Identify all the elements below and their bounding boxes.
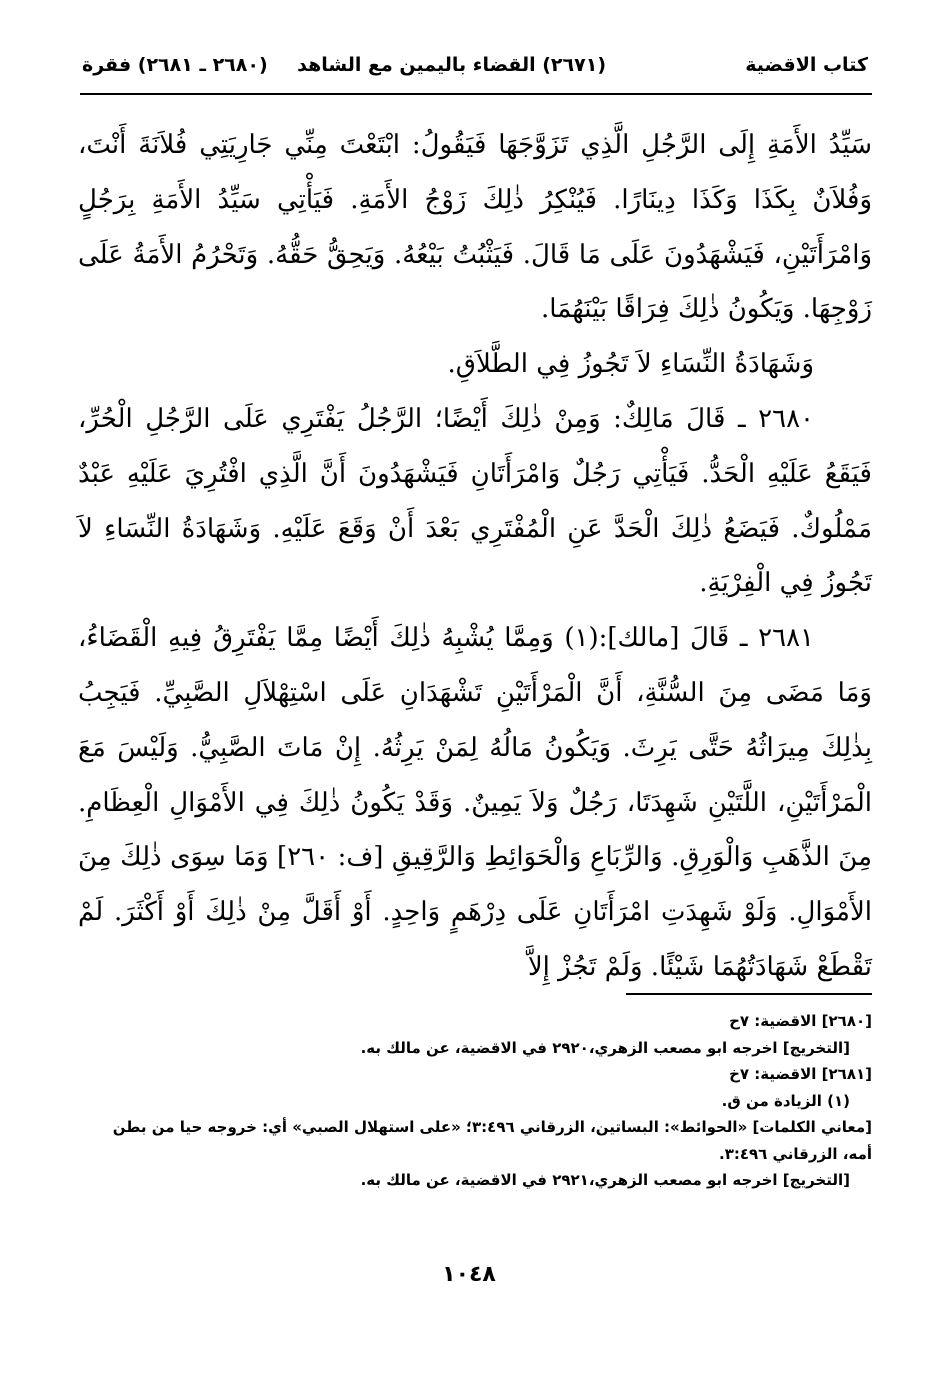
header-divider	[80, 93, 872, 95]
footnote-takhrij-2681: [التخريج] اخرجه ابو مصعب الزهري،٢٩٢١ في الاقضية، عن مالك به.	[360, 1171, 850, 1189]
footnote-word-meanings: [معاني الكلمات] «الحوائط»: البساتين، الزرقاني ٣:٤٩٦؛ «على استهلال الصبي» أي: خروجه حيا من بطن أمه، الزرقاني ٣:٤٩٦.	[112, 1118, 872, 1163]
section-title: (٢٦٧١) القضاء باليمين مع الشاهد	[297, 54, 606, 76]
footnote-ref-2681: [٢٦٨١] الاقضية: ٧خ	[729, 1065, 872, 1083]
main-text	[78, 118, 872, 995]
footnote-ref-2680: [٢٦٨٠] الاقضية: ٧ح	[729, 1012, 872, 1030]
paragraph-2680: ٢٦٨٠ ـ قَالَ مَالِكٌ: وَمِنْ ذٰلِكَ أَيْضًا؛ الرَّجُلُ يَفْتَرِي عَلَى الرَّجُلِ الْحُرِّ، فَيَقَعُ عَلَيْهِ الْحَدُّ. فَيَأْتِي رَجُلٌ وَامْرَأَتَانِ فَيَشْهَدُونَ أَنَّ الَّذِي افْتُرِيَ عَلَيْهِ عَبْدٌ مَمْلُوكٌ. فَيَضَعُ ذٰلِكَ الْحَدَّ عَنِ الْمُفْتَرِي بَعْدَ أَنْ وَقَعَ عَلَيْهِ. وَشَهَادَةُ النِّسَاءِ لاَ تَجُوزُ فِي الْفِرْيَةِ.	[78, 403, 872, 599]
paragraph-divorce-testimony: وَشَهَادَةُ النِّسَاءِ لاَ تَجُوزُ فِي الطَّلاَقِ.	[447, 349, 814, 380]
running-header	[82, 44, 868, 86]
footnote-addition: (١) الزيادة من ق.	[721, 1091, 850, 1110]
paragraph-continuation: سَيِّدُ الأَمَةِ إِلَى الرَّجُلِ الَّذِي تَزَوَّجَهَا فَيَقُولُ: ابْتَعْتَ مِنِّي جَارِيَتِي فُلاَنَةَ أَنْتَ، وَفُلاَنٌ بِكَذَا وَكَذَا دِينَارًا. فَيُنْكِرُ ذٰلِكَ زَوْجُ الأَمَةِ. فَيَأْتِي سَيِّدُ الأَمَةِ بِرَجُلٍ وَامْرَأَتَيْنِ، فَيَشْهَدُونَ عَلَى مَا قَالَ. فَيَثْبُتُ بَيْعُهُ. وَيَحِقُّ حَقُّهُ. وَتَحْرُمُ الأَمَةُ عَلَى زَوْجِهَا. وَيَكُونُ ذٰلِكَ فِرَاقًا بَيْنَهُمَا.	[78, 130, 872, 325]
footnote-takhrij-2680: [التخريج] اخرجه ابو مصعب الزهري،٢٩٢٠ في الاقضية، عن مالك به.	[360, 1038, 850, 1057]
paragraph-2681: ٢٦٨١ ـ قَالَ [مالك]:(١) وَمِمَّا يُشْبِهُ ذٰلِكَ أَيْضًا مِمَّا يَفْتَرِقُ فِيهِ الْقَضَاءُ، وَمَا مَضَى مِنَ السُّنَّةِ، أَنَّ الْمَرْأَتَيْنِ تَشْهَدَانِ عَلَى اسْتِهْلاَلِ الصَّبِيِّ. فَيَجِبُ بِذٰلِكَ مِيرَاثُهُ حَتَّى يَرِثَ. وَيَكُونُ مَالُهُ لِمَنْ يَرِثُهُ. إِنْ مَاتَ الصَّبِيُّ. وَلَيْسَ مَعَ الْمَرْأَتَيْنِ، اللَّتَيْنِ شَهِدَتَا، رَجُلٌ وَلاَ يَمِينٌ. وَقَدْ يَكُونُ ذٰلِكَ فِي الأَمْوَالِ الْعِظَامِ. مِنَ الذَّهَبِ وَالْوَرِقِ. وَالرِّبَاعِ وَالْحَوَائِطِ وَالرَّقِيقِ [ف: ٢٦٠] وَمَا سِوَى ذٰلِكَ مِنَ الأَمْوَالِ. وَلَوْ شَهِدَتِ امْرَأَتَانِ عَلَى دِرْهَمٍ وَاحِدٍ. أَوْ أَقَلَّ مِنْ ذٰلِكَ أَوْ أَكْثَرَ. لَمْ تَقْطَعْ شَهَادَتُهُمَا شَيْئًا. وَلَمْ تَجُزْ إِلاَّ	[78, 623, 872, 982]
footnotes	[84, 1008, 872, 1194]
page-number: ١٠٤٨	[442, 1262, 496, 1287]
paragraph-range: (٢٦٨٠ ـ ٢٦٨١) فقرة	[82, 54, 268, 76]
footnote-divider	[626, 993, 872, 995]
book-title: كتاب الاقضية	[745, 54, 868, 76]
